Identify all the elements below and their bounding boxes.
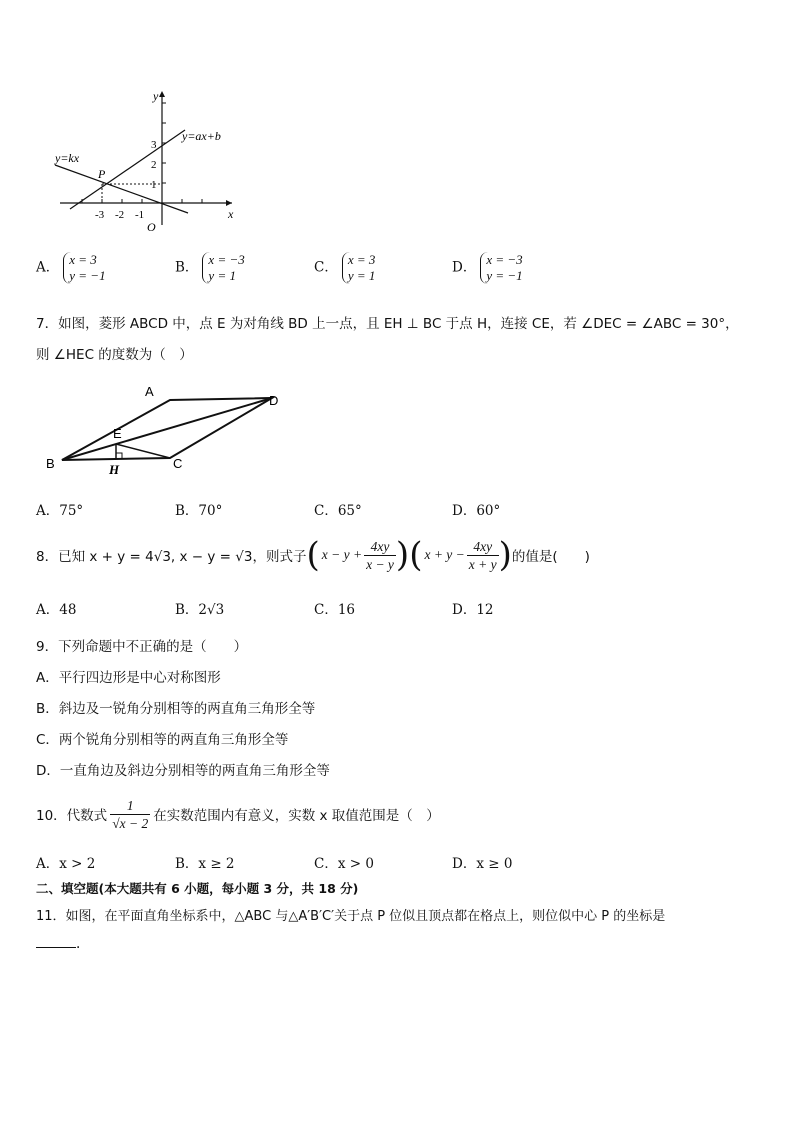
q7-option-a[interactable]: A．75° [36, 503, 84, 519]
q8-stem [36, 532, 590, 578]
rhombus-figure [40, 380, 300, 480]
tick-x-neg2: -2 [115, 209, 125, 221]
q8-option-b[interactable]: B．2√3 [175, 602, 225, 618]
equation-system: x = −3 y = −1 [480, 252, 526, 284]
origin-label: O [147, 220, 156, 234]
q9-option-a[interactable]: A．平行四边形是中心对称图形 [36, 670, 221, 686]
left-paren: ( [306, 535, 320, 575]
equation-system: x = 3 y = −1 [63, 252, 109, 284]
segment-ec [116, 444, 170, 458]
x-axis-label: x [228, 207, 234, 221]
q10-suffix: 在实数范围内有意义，实数 x 取值范围是（ ） [153, 808, 440, 824]
vertex-a-label: A [145, 384, 154, 399]
q6-option-a[interactable]: A． x = 3 y = −1 [36, 252, 110, 284]
y-axis-label: y [153, 89, 159, 103]
q8-option-c[interactable]: C．16 [314, 602, 356, 618]
q10-option-b[interactable]: B．x ≥ 2 [175, 856, 235, 872]
q7-option-c[interactable]: C．65° [314, 503, 362, 519]
q8-fraction-2: $\frac{4xy}{x + y}$ [468, 538, 497, 572]
equation-system: x = 3 y = 1 [342, 252, 380, 284]
diagonal-bd [62, 398, 272, 460]
q6-option-b[interactable]: B． x = −3 y = 1 [175, 252, 249, 284]
q10-stem [36, 792, 440, 836]
q8-fraction-1: $\frac{4xy}{x - y}$ [366, 538, 394, 572]
q6-option-c[interactable]: C． x = 3 y = 1 [314, 252, 379, 284]
q8-option-d[interactable]: D．12 [452, 602, 494, 618]
tick-x-neg1: -1 [135, 209, 145, 221]
q10-fraction: $\frac{1}{√x - 2}$ [112, 797, 149, 831]
q10-option-a[interactable]: A．x > 2 [36, 856, 96, 872]
line-kx-label: y=kx [55, 151, 80, 165]
point-p-label: P [98, 167, 106, 181]
q7-stem-line2: 则 ∠HEC 的度数为（ ） [36, 347, 193, 363]
q10-option-d[interactable]: D．x ≥ 0 [452, 856, 513, 872]
point-e-label: E [113, 426, 122, 441]
coordinate-graph [50, 85, 250, 235]
q11-stem: 11．如图，在平面直角坐标系中，△ABC 与△A′B′C′关于点 P 位似且顶点都在格点上，则位似中心 P 的坐标是 [36, 909, 666, 924]
q10-option-c[interactable]: C．x > 0 [314, 856, 374, 872]
vertex-c-label: C [173, 456, 183, 471]
q11-answer-line[interactable]: . [36, 936, 80, 952]
vertex-d-label: D [269, 393, 279, 408]
q8-suffix: 的值是( ) [511, 549, 590, 565]
vertex-b-label: B [46, 456, 55, 471]
tick-y-3: 3 [151, 139, 157, 151]
q8-option-a[interactable]: A．48 [36, 602, 77, 618]
line-ax-b [70, 130, 185, 209]
q10-prefix: 10．代数式 [36, 808, 108, 824]
tick-y-2: 2 [151, 159, 157, 171]
right-paren: ) [395, 535, 410, 575]
point-h-label: H [109, 462, 120, 477]
q7-option-b[interactable]: B．70° [175, 503, 223, 519]
tick-y-1: 1 [151, 179, 157, 191]
answer-blank[interactable] [36, 947, 76, 948]
q9-option-c[interactable]: C．两个锐角分别相等的两直角三角形全等 [36, 732, 289, 748]
q9-stem: 9．下列命题中不正确的是（ ） [36, 639, 248, 655]
q6-option-d[interactable]: D． x = −3 y = −1 [452, 252, 527, 284]
equation-system: x = −3 y = 1 [202, 252, 248, 284]
q7-option-d[interactable]: D．60° [452, 503, 501, 519]
right-paren: ) [498, 535, 512, 575]
tick-x-neg3: -3 [95, 209, 105, 221]
q8-term2: x + y − [424, 547, 465, 562]
q7-stem-line1: 7．如图，菱形 ABCD 中，点 E 为对角线 BD 上一点，且 EH ⊥ BC 于点 H，连接 CE，若 ∠DEC = ∠ABC = 30°， [36, 316, 739, 332]
q9-option-b[interactable]: B．斜边及一锐角分别相等的两直角三角形全等 [36, 701, 316, 717]
section-heading: 二、填空题(本大题共有 6 小题，每小题 3 分，共 18 分) [36, 881, 359, 896]
line-ax-b-label: y=ax+b [182, 129, 221, 143]
q8-prefix: 8．已知 x + y = 4√3, x − y = √3，则式子 [36, 549, 307, 565]
left-paren: ( [409, 535, 423, 575]
q8-term1: x − y + [321, 547, 363, 562]
q9-option-d[interactable]: D．一直角边及斜边分别相等的两直角三角形全等 [36, 763, 330, 779]
